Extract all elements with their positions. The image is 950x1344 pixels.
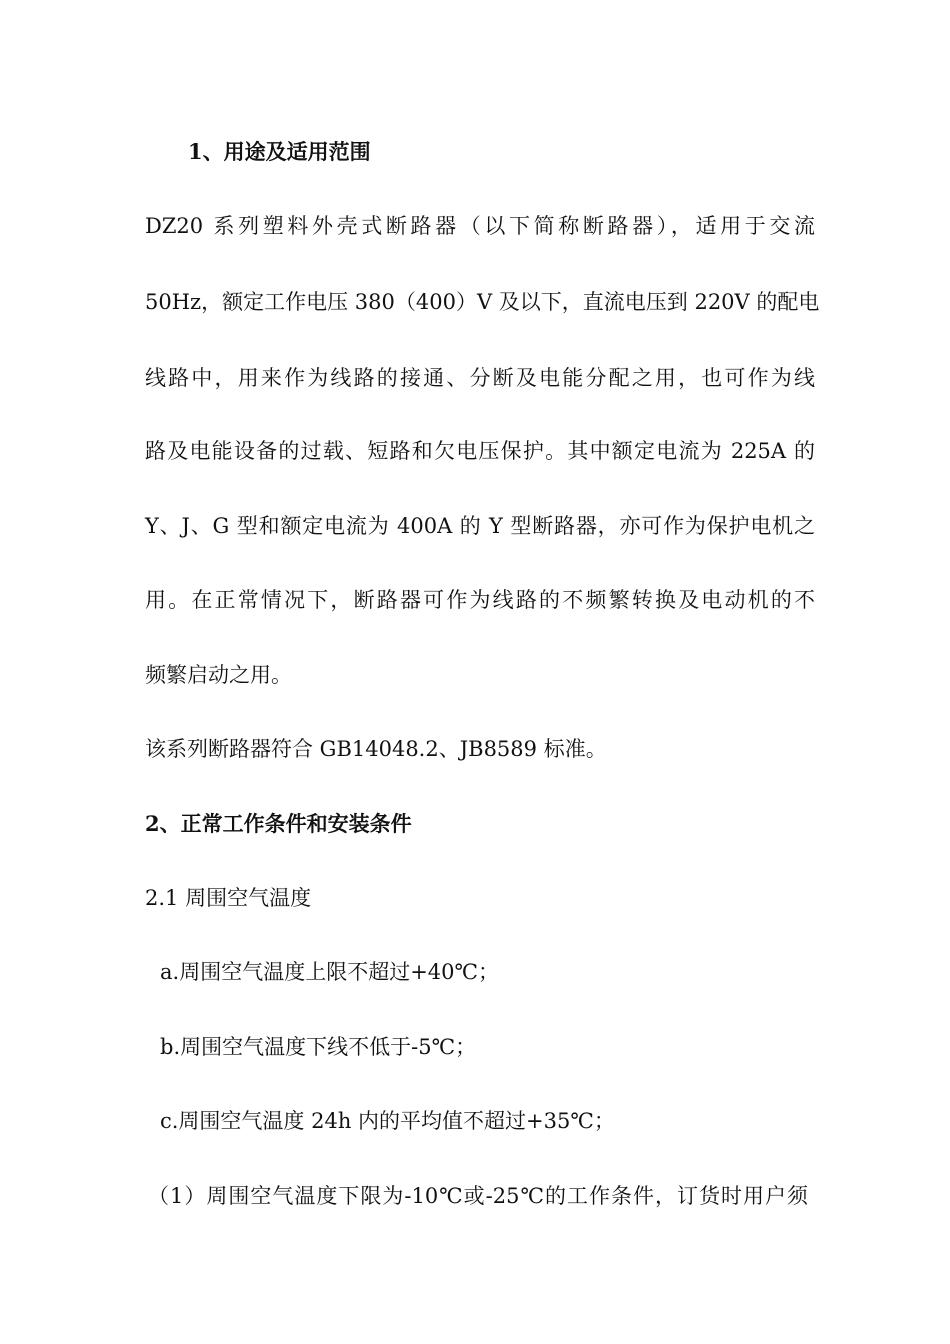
paragraph-line-3: 线路中，用来作为线路的接通、分断及电能分配之用，也可作为线 bbox=[145, 366, 815, 390]
paragraph-line-1: DZ20 系列塑料外壳式断路器（以下简称断路器），适用于交流 bbox=[145, 214, 815, 238]
paragraph-line-2: 50Hz，额定工作电压 380（400）V 及以下，直流电压到 220V 的配电 bbox=[145, 290, 820, 314]
paragraph-line-7: 频繁启动之用。 bbox=[145, 663, 292, 687]
subsection-2-1-heading: 2.1 周围空气温度 bbox=[145, 886, 312, 910]
list-item: c.周围空气温度 24h 内的平均值不超过+35℃； bbox=[160, 1109, 615, 1133]
paragraph-line-6: 用。在正常情况下，断路器可作为线路的不频繁转换及电动机的不 bbox=[145, 588, 815, 612]
paragraph-line-5: Y、J、G 型和额定电流为 400A 的 Y 型断路器，亦可作为保护电机之 bbox=[145, 514, 815, 538]
list-item: b.周围空气温度下线不低于-5℃； bbox=[160, 1035, 477, 1059]
standard-line: 该系列断路器符合 GB14048.2、JB8589 标准。 bbox=[145, 737, 607, 761]
list-item: a.周围空气温度上限不超过+40℃； bbox=[160, 960, 500, 984]
paragraph-line-4: 路及电能设备的过载、短路和欠电压保护。其中额定电流为 225A 的 bbox=[145, 439, 815, 463]
section-1-heading: 1、用途及适用范围 bbox=[188, 139, 371, 164]
section-2-heading: 2、正常工作条件和安装条件 bbox=[145, 811, 412, 836]
note-line-1: （1）周围空气温度下限为-10℃或-25℃的工作条件，订货时用户须 bbox=[148, 1184, 808, 1208]
